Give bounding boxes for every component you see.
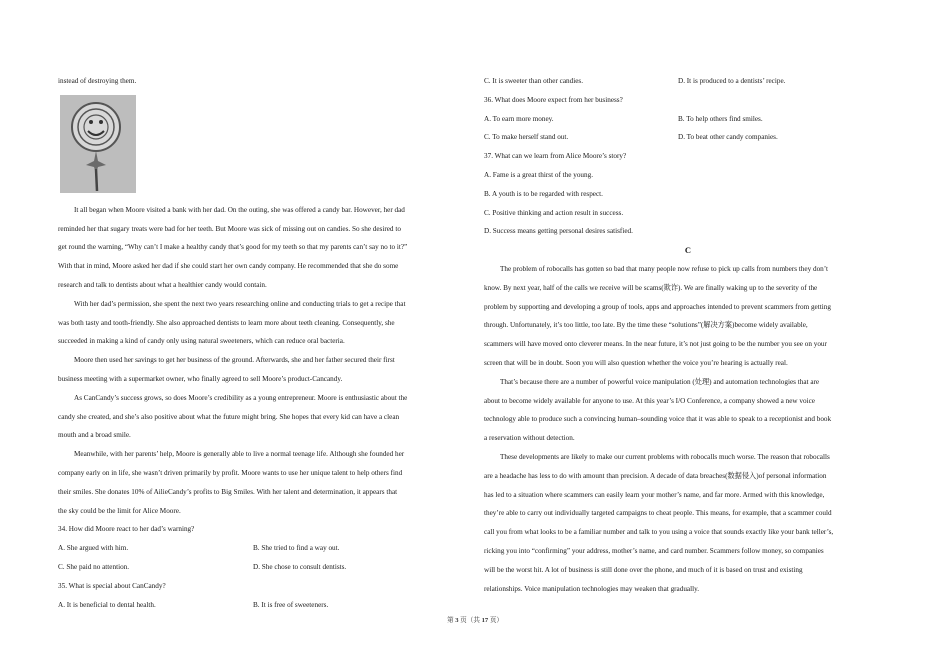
lollipop-figure [60, 95, 136, 193]
option-a: A. She argued with him. [58, 544, 129, 553]
option-d: D. Success means getting personal desires satisfied. [484, 227, 633, 236]
question-34 [58, 520, 464, 576]
option-a: A. It is beneficial to dental health. [58, 600, 156, 609]
option-d: D. She chose to consult dentists. [253, 562, 347, 571]
option-a: A. Fame is a great thirst of the young. [484, 170, 593, 179]
passage-c-paragraph-3: These developments are likely to make our current problems with robocalls much worse. The reason that robocalls are a headache has less to do with amount than precision. A decade of data breaches(数据侵入)of personal information has led to a situation where scammers can easily learn your mother’s name, and far more. Armed with this knowledge, they’re able to carry out individually targeted campaigns to cheat people. This means, for example, that a scammer could call you from what looks to be a familiar number and talk to you using a voice that sounds exactly like your bank teller’s, ricking you into “confirming” your address, mother’s name, and card number. Scammers follow money, so companies will be the worst hit. A lot of business is still done over the phone, and much of it is based on trust and existing relationships. Voice manipulation technologies may weaken that gradually. [484, 452, 834, 593]
paragraph-3: Moore then used her savings to get her business of the ground. Afterwards, she and her father secured their first business meeting with a supermarket owner, who finally agreed to sell Moore’s product-Cancandy. [58, 356, 395, 383]
paragraph-4: As CanCandy’s success grows, so does Moore’s credibility as a young entrepreneur. Moore is enthusiastic about the candy she created, and she’s also positive about what the future might bring. She hopes that every kid can have a clean mouth and a broad smile. [58, 393, 408, 440]
option-b: B. A youth is to be regarded with respect. [484, 189, 603, 198]
question-text: 37. What can we learn from Alice Moore’s story? [484, 152, 627, 161]
option-d: D. It is produced to a dentists’ recipe. [678, 77, 786, 85]
page-total: 17 [481, 617, 489, 624]
question-37 [484, 147, 892, 241]
option-c: C. To make herself stand out. [484, 133, 569, 142]
intro-line: instead of destroying them. [58, 77, 137, 85]
passage-c-paragraph-2: That’s because there are a number of powerful voice manipulation (处理) and automation technologies that are about to become widely available for anyone to use. At this year’s I/O Conference, a company showed a new voice technology able to produce such a convincing human–sounding voice that it was able to speak to a receptionist and book a reservation without detection. [484, 377, 832, 443]
paragraph-5: Meanwhile, with her parents’ help, Moore is generally able to live a normal teenage life. Although she founded her company early on in life, she wasn’t driven primarily by profit. Moore wants to use her unique talent to help others find their smiles. She donates 10% of AilieCandy’s profits to Big Smiles. With her talent and determination, it appears that the sky could be the limit for Alice Moore. [58, 450, 405, 515]
page-footer: 第 3 页（共 17 页） [446, 617, 504, 624]
question-35 [58, 577, 464, 615]
question-text: 35. What is special about CanCandy? [58, 581, 166, 590]
option-b: B. To help others find smiles. [678, 114, 763, 123]
question-36 [484, 91, 892, 147]
passage-c-paragraph-1: The problem of robocalls has gotten so bad that many people now refuse to pick up calls from numbers they don’t know. By next year, half of the calls we receive will be scams(欺诈). We are finally waking up to the severity of the problem by supporting and developing a group of tools, apps and approaches intended to prevent scammers from getting through. Unfortunately, it’s too little, too late. By the time these “solutions”(解决方案)become widely available, scammers will have moved onto cleverer means. In the near future, it’s not just going to be the number you see on your screen that will be in doubt. Soon you will also question whether the voice you’re hearing is actually real. [484, 264, 831, 367]
question-text: 34. How did Moore react to her dad’s warning? [58, 525, 195, 534]
option-c: C. She paid no attention. [58, 562, 130, 571]
paragraph-2: With her dad’s permission, she spent the next two years researching online and conducting trials to get a recipe that was both tasty and tooth-friendly. She also approached dentists to learn more about teeth cleaning. Consequently, she succeeded in making a kind of candy only using natural sweeteners, which can reduce oral bacteria. [58, 299, 406, 346]
option-d: D. To beat other candy companies. [678, 133, 778, 142]
question-35-continued [484, 72, 892, 91]
lollipop-icon [60, 95, 136, 193]
option-b: B. She tried to find a way out. [253, 544, 340, 553]
question-text: 36. What does Moore expect from her business? [484, 95, 623, 104]
page-number: 3 [455, 617, 459, 624]
option-c: C. It is sweeter than other candies. [484, 77, 583, 85]
paragraph-1: It all began when Moore visited a bank with her dad. On the outing, she was offered a candy bar. However, her dad reminded her that sugary treats were bad for her teeth. But Moore was sick of missing out on candies. So she desired to get round the warning, “Why can’t I make a healthy candy that’s good for my teeth so that my parents can’t say no to it?” With that in mind, Moore asked her dad if she could start her own candy company. He recommended that she do some research and talk to dentists about what a healthier candy would contain. [58, 205, 408, 289]
option-a: A. To earn more money. [484, 114, 554, 123]
right-column [484, 72, 892, 598]
section-heading: C [684, 245, 692, 256]
option-c: C. Positive thinking and action result in success. [484, 208, 624, 217]
option-b: B. It is free of sweeteners. [253, 600, 329, 609]
left-column [58, 72, 464, 614]
